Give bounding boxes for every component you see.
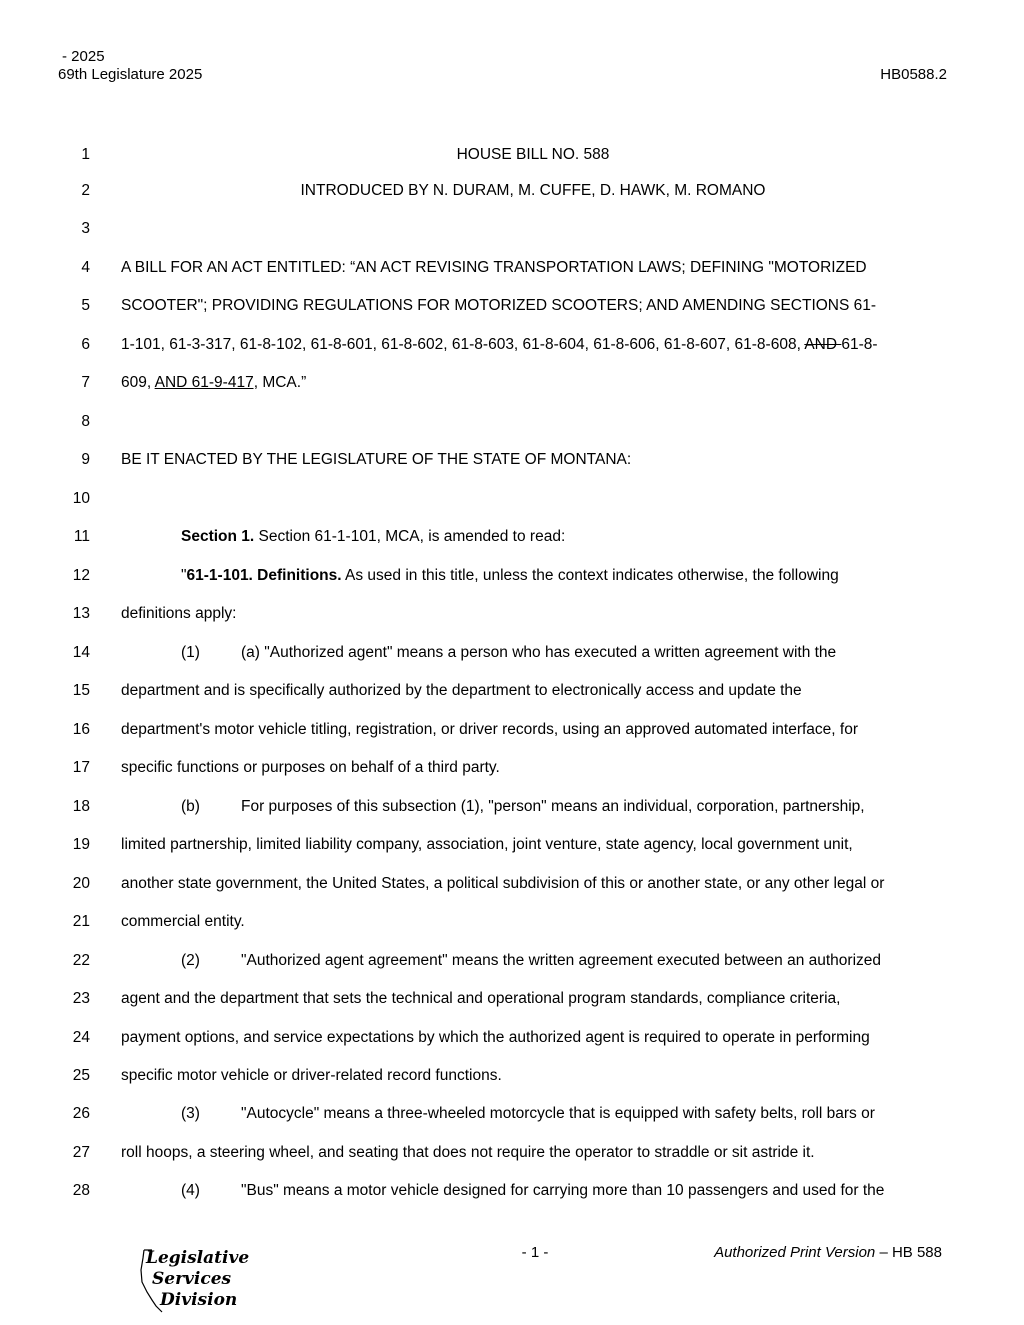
line-number: 18	[72, 798, 90, 815]
bill-line	[0, 907, 1024, 937]
line-number: 12	[72, 567, 90, 584]
line-number: 26	[72, 1105, 90, 1122]
line-text: A BILL FOR AN ACT ENTITLED: “AN ACT REVISING TRANSPORTATION LAWS; DEFINING "MOTORIZED	[121, 259, 867, 276]
line-text: specific motor vehicle or driver-related record functions.	[121, 1067, 502, 1084]
text-run: "	[181, 567, 187, 584]
bill-line	[0, 445, 1024, 475]
line-text: "Bus" means a motor vehicle designed for carrying more than 10 passengers and used for the	[241, 1182, 885, 1199]
line-number: 9	[81, 451, 90, 468]
logo-line: Services	[152, 1269, 232, 1289]
statute-heading: 61-1-101. Definitions.	[186, 567, 342, 584]
bill-line	[0, 1176, 1024, 1206]
line-number: 15	[72, 682, 90, 699]
line-text: payment options, and service expectations by which the authorized agent is required to operate in performing	[121, 1029, 870, 1046]
legislative-services-division-logo	[138, 1248, 248, 1314]
line-number: 28	[72, 1182, 90, 1199]
bill-line	[0, 1061, 1024, 1091]
bill-line	[0, 253, 1024, 283]
subsection-label: (1)	[181, 644, 200, 661]
bill-line	[0, 753, 1024, 783]
footer-auth-label: Authorized Print Version	[714, 1244, 876, 1261]
line-text: For purposes of this subsection (1), "person" means an individual, corporation, partnership,	[241, 798, 865, 815]
line-number: 25	[72, 1067, 90, 1084]
text-run: As used in this title, unless the context indicates otherwise, the following	[341, 567, 839, 584]
bill-line	[0, 368, 1024, 398]
line-text: department and is specifically authorized by the department to electronically access and update the	[121, 682, 802, 699]
line-text	[181, 561, 839, 591]
bill-line	[0, 484, 1024, 514]
subsection-label: (2)	[181, 952, 200, 969]
line-text: agent and the department that sets the technical and operational program standards, compliance criteria,	[121, 990, 841, 1007]
authorized-print-version	[714, 1244, 942, 1261]
line-text: "Authorized agent agreement" means the written agreement executed between an authorized	[241, 952, 882, 969]
bill-line	[0, 407, 1024, 437]
bill-line	[0, 830, 1024, 860]
line-text: another state government, the United States, a political subdivision of this or another state, or any other legal or	[121, 875, 885, 892]
subsection-label: (4)	[181, 1182, 200, 1199]
bill-line	[0, 715, 1024, 745]
header-legislature: 69th Legislature 2025	[58, 66, 203, 83]
line-number: 13	[72, 605, 90, 622]
line-number: 10	[72, 490, 90, 507]
section-heading	[181, 522, 565, 552]
line-number: 21	[72, 913, 90, 930]
header-bill-code: HB0588.2	[880, 66, 947, 83]
line-text	[121, 330, 954, 360]
bill-line	[0, 946, 1024, 976]
line-number: 22	[72, 952, 90, 969]
enacting-clause: BE IT ENACTED BY THE LEGISLATURE OF THE STATE OF MONTANA:	[121, 451, 632, 468]
line-text: limited partnership, limited liability company, association, joint venture, state agency, local government unit,	[121, 836, 853, 853]
line-number: 4	[81, 259, 90, 276]
line-number: 6	[81, 336, 90, 353]
line-text: roll hoops, a steering wheel, and seating that does not require the operator to straddle or sit astride it.	[121, 1144, 815, 1161]
line-number: 7	[81, 374, 90, 391]
line-text: (a) "Authorized agent" means a person who has executed a written agreement with the	[241, 644, 837, 661]
bill-sponsors: INTRODUCED BY N. DURAM, M. CUFFE, D. HAWK, M. ROMANO	[300, 182, 766, 199]
line-text: specific functions or purposes on behalf of a third party.	[121, 759, 500, 776]
subsection-label: (b)	[181, 798, 200, 815]
header-year: - 2025	[62, 48, 105, 65]
line-text: SCOOTER"; PROVIDING REGULATIONS FOR MOTORIZED SCOOTERS; AND AMENDING SECTIONS 61-	[121, 297, 877, 314]
line-text: commercial entity.	[121, 913, 245, 930]
line-number: 24	[72, 1029, 90, 1046]
bill-line	[0, 638, 1024, 668]
bill-line	[0, 792, 1024, 822]
bill-line	[0, 561, 1024, 591]
bill-title: HOUSE BILL NO. 588	[456, 146, 610, 163]
text-run: Section 61-1-101, MCA, is amended to read:	[254, 528, 566, 545]
line-number: 27	[72, 1144, 90, 1161]
bill-line	[0, 984, 1024, 1014]
stricken-text: AND	[804, 336, 842, 353]
footer-bill-ref: – HB 588	[875, 1244, 942, 1261]
line-number: 2	[81, 182, 90, 199]
line-number: 5	[81, 297, 90, 314]
subsection-label: (3)	[181, 1105, 200, 1122]
line-number: 1	[81, 146, 90, 163]
bill-line	[0, 869, 1024, 899]
line-number: 3	[81, 220, 90, 237]
text-run: 1-101, 61-3-317, 61-8-102, 61-8-601, 61-8-602, 61-8-603, 61-8-604, 61-8-606, 61-8-607, 61-8-608,	[121, 336, 805, 353]
line-text	[121, 368, 954, 398]
text-run: 61-8-	[841, 336, 878, 353]
bill-line	[0, 291, 1024, 321]
page-number: - 1 -	[521, 1244, 549, 1261]
line-number: 20	[72, 875, 90, 892]
bill-line	[0, 176, 1024, 206]
logo-line: Legislative	[146, 1248, 250, 1268]
bill-line	[0, 676, 1024, 706]
bill-line	[0, 522, 1024, 552]
bill-line	[0, 1099, 1024, 1129]
line-number: 19	[72, 836, 90, 853]
line-number: 14	[72, 644, 90, 661]
inserted-text: AND 61-9-417,	[154, 374, 259, 391]
line-number: 17	[72, 759, 90, 776]
bill-line	[0, 1138, 1024, 1168]
logo-line: Division	[160, 1290, 238, 1310]
text-run: 609,	[121, 374, 155, 391]
line-text: definitions apply:	[121, 605, 237, 622]
line-text: "Autocycle" means a three-wheeled motorcycle that is equipped with safety belts, roll bars or	[241, 1105, 875, 1122]
bill-line	[0, 599, 1024, 629]
line-number: 23	[72, 990, 90, 1007]
section-label: Section 1.	[181, 528, 255, 545]
text-run: MCA.”	[258, 374, 307, 391]
bill-line	[0, 330, 1024, 360]
line-text: department's motor vehicle titling, registration, or driver records, using an approved automated interface, for	[121, 721, 858, 738]
line-number: 16	[72, 721, 90, 738]
line-number: 11	[73, 528, 90, 545]
bill-line	[0, 214, 1024, 244]
bill-line	[0, 1023, 1024, 1053]
line-number: 8	[81, 413, 90, 430]
bill-line	[0, 140, 1024, 170]
